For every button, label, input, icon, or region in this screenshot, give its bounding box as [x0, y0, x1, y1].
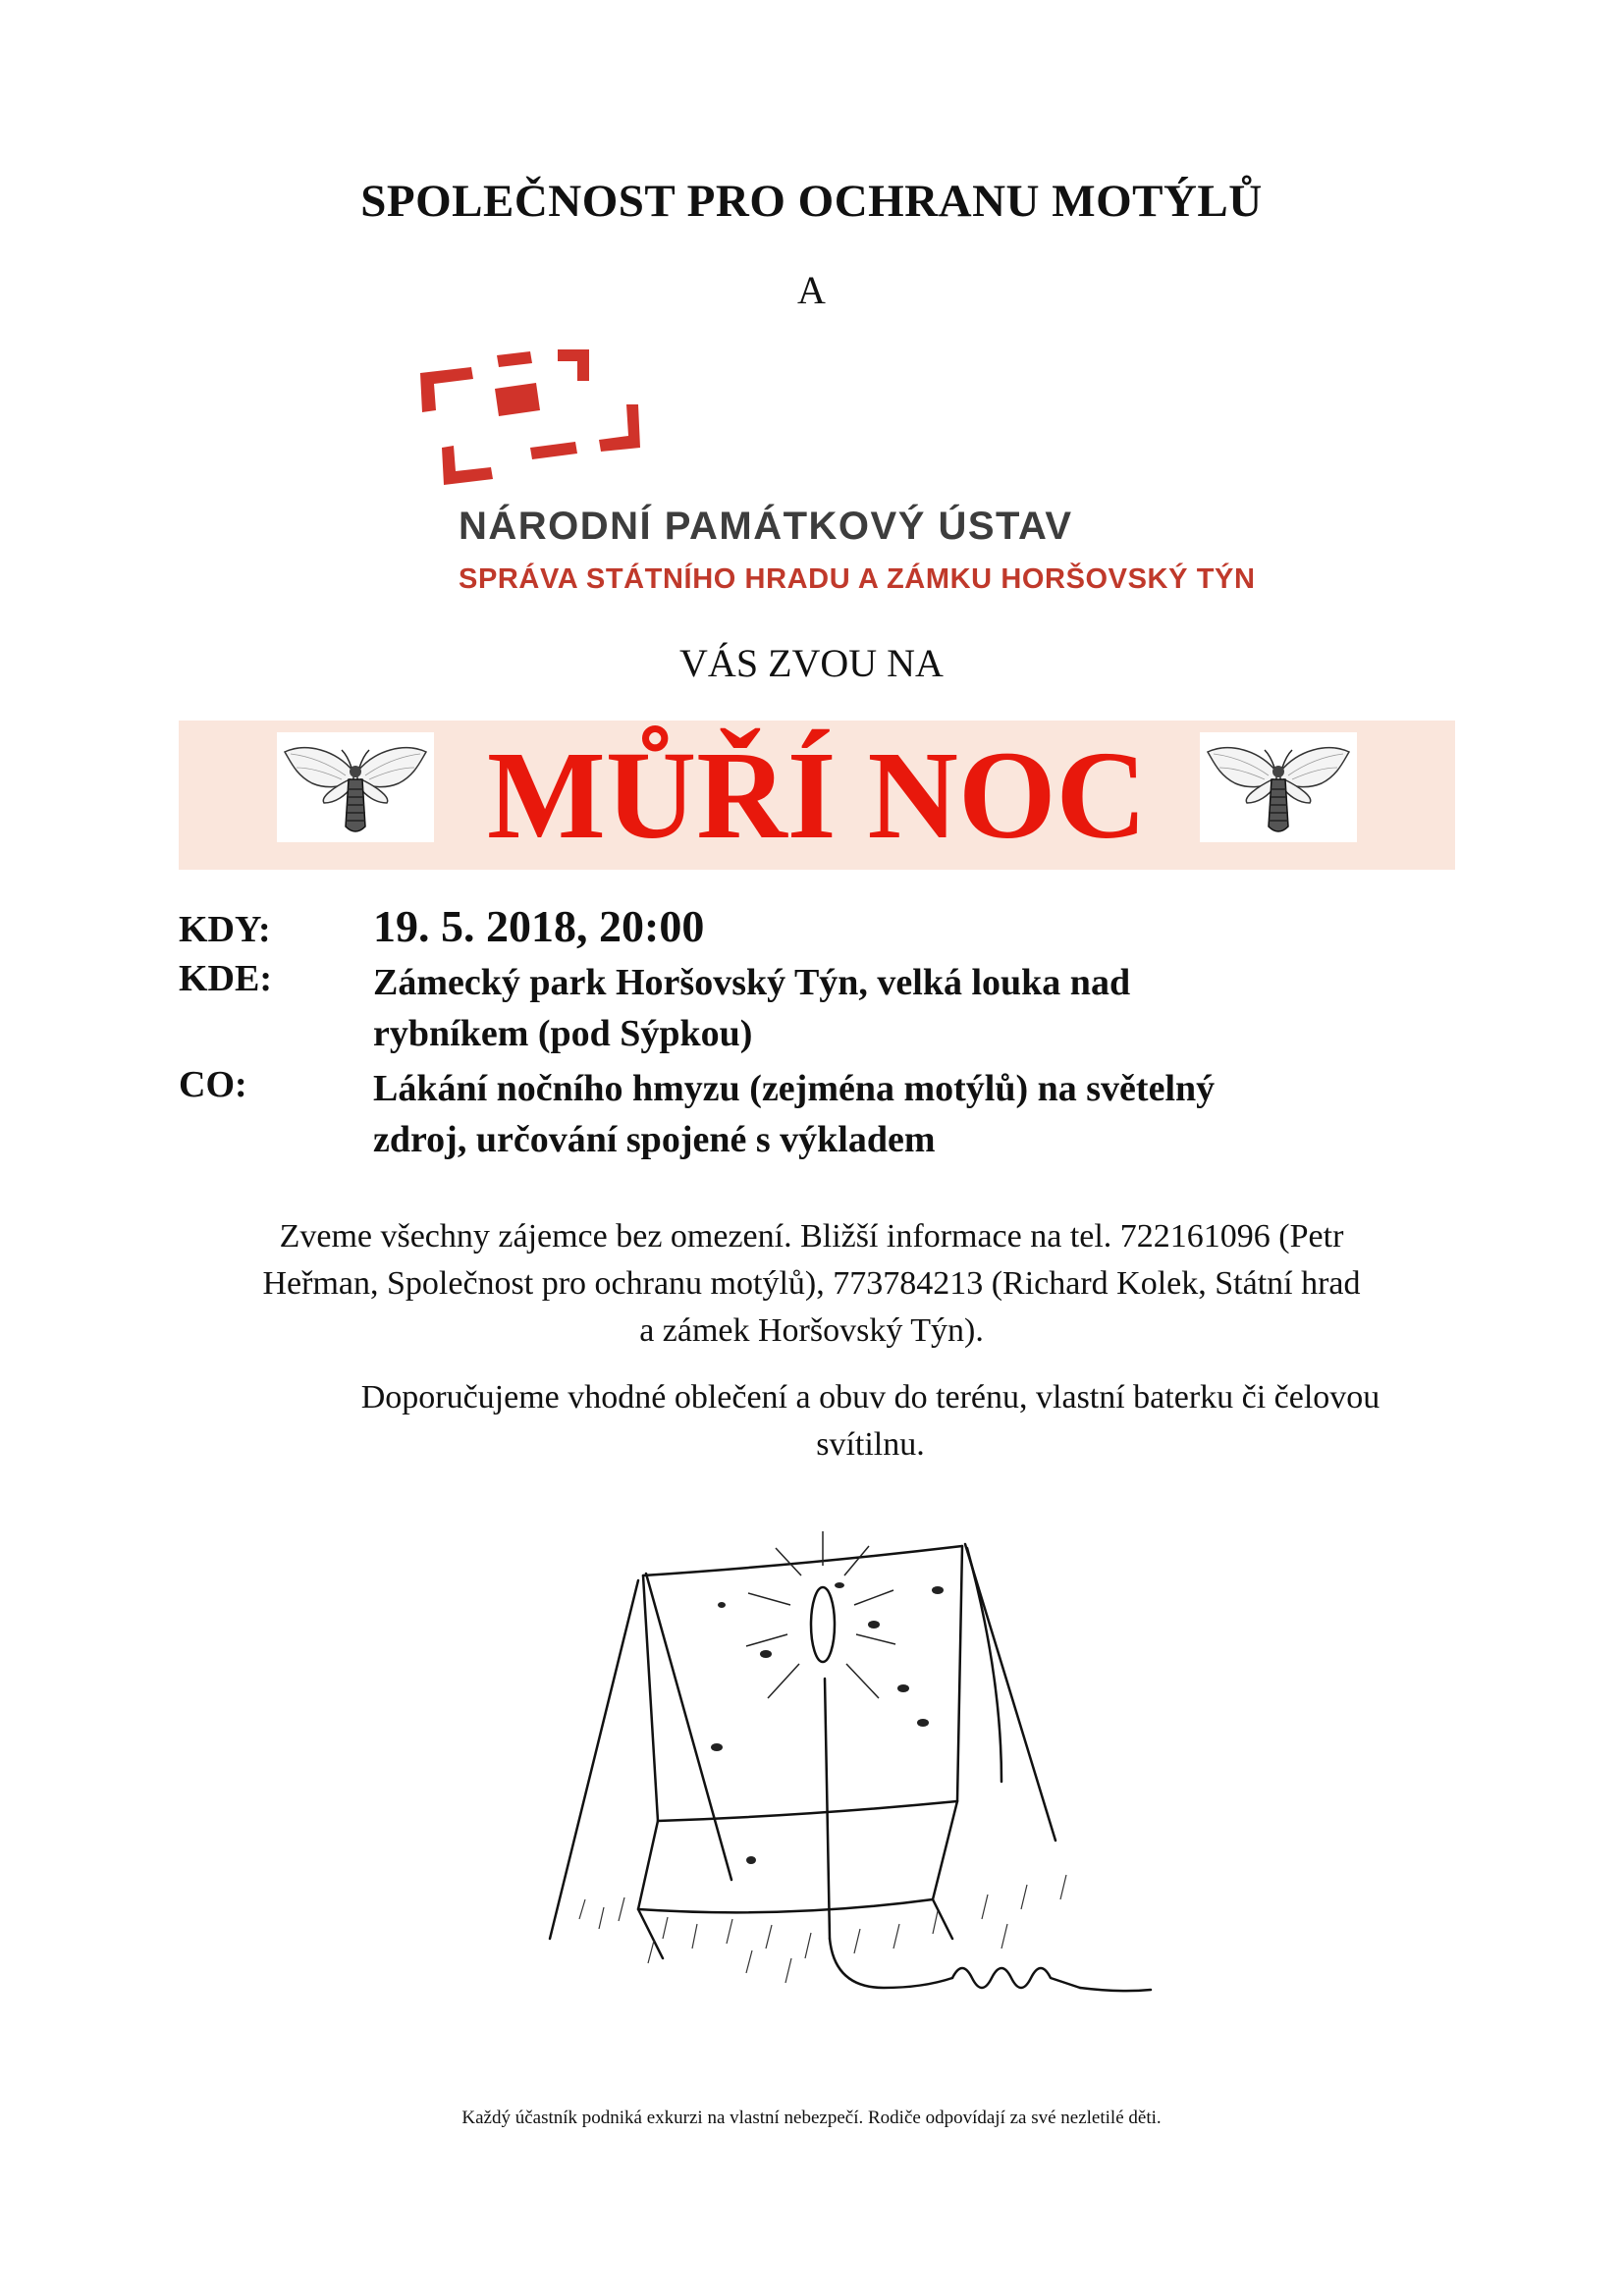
what-value-line-1: Lákání nočního hmyzu (zejména motýlů) na světelný	[373, 1068, 1216, 1109]
npu-subtitle: SPRÁVA STÁTNÍHO HRADU A ZÁMKU HORŠOVSKÝ TÝN	[459, 563, 1256, 595]
contact-line-1: Zveme všechny zájemce bez omezení. Bližší informace na tel. 722161096 (Petr	[279, 1218, 1344, 1255]
where-value-line-2: rybníkem (pod Sýpkou)	[373, 1013, 753, 1054]
disclaimer: Každý účastník podniká exkurzi na vlastní nebezpečí. Rodiče odpovídají za své nezletilé děti.	[461, 2108, 1162, 2128]
when-label: KDY:	[179, 909, 271, 950]
organizer-title: SPOLEČNOST PRO OCHRANU MOTÝLŮ	[360, 176, 1263, 227]
what-label: CO:	[179, 1064, 247, 1105]
contact-line-3: a zámek Horšovský Týn).	[639, 1312, 984, 1349]
event-title: MŮŘÍ NOC	[487, 725, 1147, 865]
npu-logo-icon	[420, 349, 648, 487]
conjunction: A	[797, 268, 826, 312]
where-value-line-1: Zámecký park Horšovský Týn, velká louka nad	[373, 962, 1131, 1003]
npu-name: NÁRODNÍ PAMÁTKOVÝ ÚSTAV	[459, 505, 1073, 548]
light-trap-tent-icon	[491, 1526, 1159, 2047]
when-value: 19. 5. 2018, 20:00	[373, 901, 705, 951]
event-banner	[179, 721, 1455, 870]
invitation-text: VÁS ZVOU NA	[679, 641, 944, 685]
where-label: KDE:	[179, 958, 272, 999]
contact-line-2: Heřman, Společnost pro ochranu motýlů), 773784213 (Richard Kolek, Státní hrad	[262, 1265, 1361, 1302]
moth-icon	[1200, 732, 1357, 842]
recommendation-line-1: Doporučujeme vhodné oblečení a obuv do terénu, vlastní baterku či čelovou	[360, 1379, 1380, 1415]
recommendation-line-2: svítilnu.	[816, 1426, 925, 1463]
what-value-line-2: zdroj, určování spojené s výkladem	[373, 1119, 936, 1160]
